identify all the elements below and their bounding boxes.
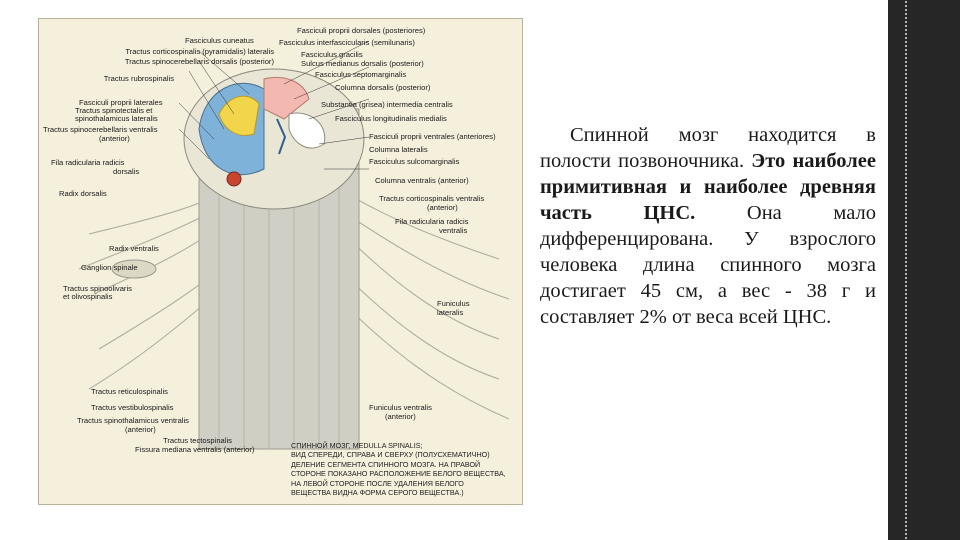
figure-caption: СПИННОЙ МОЗГ, MEDULLA SPINALIS; ВИД СПЕРЕДИ, СПРАВА И СВЕРХУ (ПОЛУСХЕМАТИЧНО) ДЕЛЕНИЕ СЕГМЕНТА СПИННОГО МОЗГА. НА ПРАВОЙ СТОРОНЕ ПОКАЗАНО РАСПОЛОЖЕНИЕ БЕЛОГО ВЕЩЕСТВА, НА ЛЕВОЙ СТОРОНЕ ПОСЛЕ УДАЛЕНИЯ БЕЛОГО ВЕЩЕСТВА ВИДНА ФОРМА СЕРОГО ВЕЩЕСТВА.) bbox=[291, 441, 506, 498]
label-columna-ventralis: Columna ventralis (anterior) bbox=[375, 176, 469, 185]
label-fasciculi-proprii-dorsales: Fasciculi proprii dorsales (posteriores) bbox=[297, 26, 426, 35]
label-tractus-vestibulospinalis: Tractus vestibulospinalis bbox=[91, 403, 174, 412]
label-fasciculi-proprii-ventrales: Fasciculi proprii ventrales (anteriores) bbox=[369, 132, 496, 141]
label-lateralis: lateralis bbox=[437, 308, 464, 317]
label-fasciculus-gracilis: Fasciculus gracilis bbox=[301, 50, 363, 59]
label-fasciculus-septomarginalis: Fasciculus septomarginalis bbox=[315, 70, 407, 79]
label-tractus-spinocerebellaris-ventralis: Tractus spinocerebellaris ventralis bbox=[43, 125, 158, 134]
label-anterior-4: (anterior) bbox=[385, 412, 416, 421]
label-tractus-spinotectalis: Tractus spinotectalis et bbox=[75, 106, 153, 115]
spinal-cord-diagram bbox=[38, 18, 523, 505]
label-tractus-rubrospinalis: Tractus rubrospinalis bbox=[103, 74, 174, 83]
label-funiculus: Funiculus bbox=[437, 299, 470, 308]
sentence-location: Спинной мозг находится в полости позвоночника. bbox=[540, 124, 876, 172]
label-tractus-tectospinalis: Tractus tectospinalis bbox=[163, 436, 232, 445]
label-radix-ventralis: Radix ventralis bbox=[109, 244, 159, 253]
label-spinothalamicus-lateralis: spinothalamicus lateralis bbox=[75, 114, 158, 123]
label-funiculus-ventralis: Funiculus ventralis bbox=[369, 403, 432, 412]
label-fasciculus-longitudinalis: Fasciculus longitudinalis medialis bbox=[335, 114, 447, 123]
label-radix-dorsalis: Radix dorsalis bbox=[59, 189, 107, 198]
label-tractus-spinothalamicus-ventralis: Tractus spinothalamicus ventralis bbox=[77, 416, 189, 425]
label-tractus-reticulospinalis: Tractus reticulospinalis bbox=[91, 387, 168, 396]
label-fasciculus-cuneatus: Fasciculus cuneatus bbox=[185, 36, 254, 45]
label-dorsalis: dorsalis bbox=[113, 167, 140, 176]
right-decorative-bar bbox=[888, 0, 960, 540]
label-fissura-mediana-ventralis: Fissura mediana ventralis (anterior) bbox=[135, 445, 255, 454]
label-fasciculi-proprii-laterales: Fasciculi proprii laterales bbox=[79, 98, 163, 107]
label-ganglion-spinale: Ganglion spinale bbox=[81, 263, 138, 272]
tract-red bbox=[227, 172, 241, 186]
sentence-dimensions: Она мало дифференцирована. У взрослого человека длина спинного мозга достигает 45 см, а вес - 38 г и составляет 2% от веса всей ЦНС. bbox=[540, 202, 876, 328]
label-fila-radicularia-ventralis: Fila radicularia radicis bbox=[395, 217, 469, 226]
dotted-line-decoration bbox=[904, 0, 908, 540]
body-paragraph bbox=[540, 122, 876, 330]
label-tractus-corticospinalis-lateralis: Tractus corticospinalis (pyramidalis) lateralis bbox=[125, 47, 274, 56]
label-olivospinalis: et olivospinalis bbox=[63, 292, 113, 301]
sentence-primitive: Это наиболее примитивная и наиболее древняя часть ЦНС. bbox=[540, 150, 876, 224]
label-tractus-spinocerebellaris-dorsalis: Tractus spinocerebellaris dorsalis (posterior) bbox=[124, 57, 274, 66]
label-substantia-intermedia: Substantia (grisea) intermedia centralis bbox=[321, 100, 453, 109]
label-anterior-3: (anterior) bbox=[427, 203, 458, 212]
label-sulcus-medianus-dorsalis: Sulcus medianus dorsalis (posterior) bbox=[301, 59, 424, 68]
label-anterior-2: (anterior) bbox=[125, 425, 156, 434]
label-anterior-1: (anterior) bbox=[99, 134, 130, 143]
label-columna-dorsalis: Columna dorsalis (posterior) bbox=[335, 83, 431, 92]
label-tractus-corticospinalis-ventralis: Tractus corticospinalis ventralis bbox=[379, 194, 485, 203]
label-fasciculus-sulcomarginalis: Fasciculus sulcomarginalis bbox=[369, 157, 460, 166]
label-fila-radicularia-dorsalis: Fila radicularia radicis bbox=[51, 158, 125, 167]
spinal-cord-illustration bbox=[39, 19, 522, 504]
body-text bbox=[540, 122, 876, 330]
label-columna-lateralis: Columna lateralis bbox=[369, 145, 428, 154]
label-tractus-spinoolivaris: Tractus spinoolivaris bbox=[63, 284, 132, 293]
label-ventralis: ventralis bbox=[439, 226, 468, 235]
label-fasciculus-interfascicularis: Fasciculus interfascicularis (semilunaris) bbox=[279, 38, 415, 47]
